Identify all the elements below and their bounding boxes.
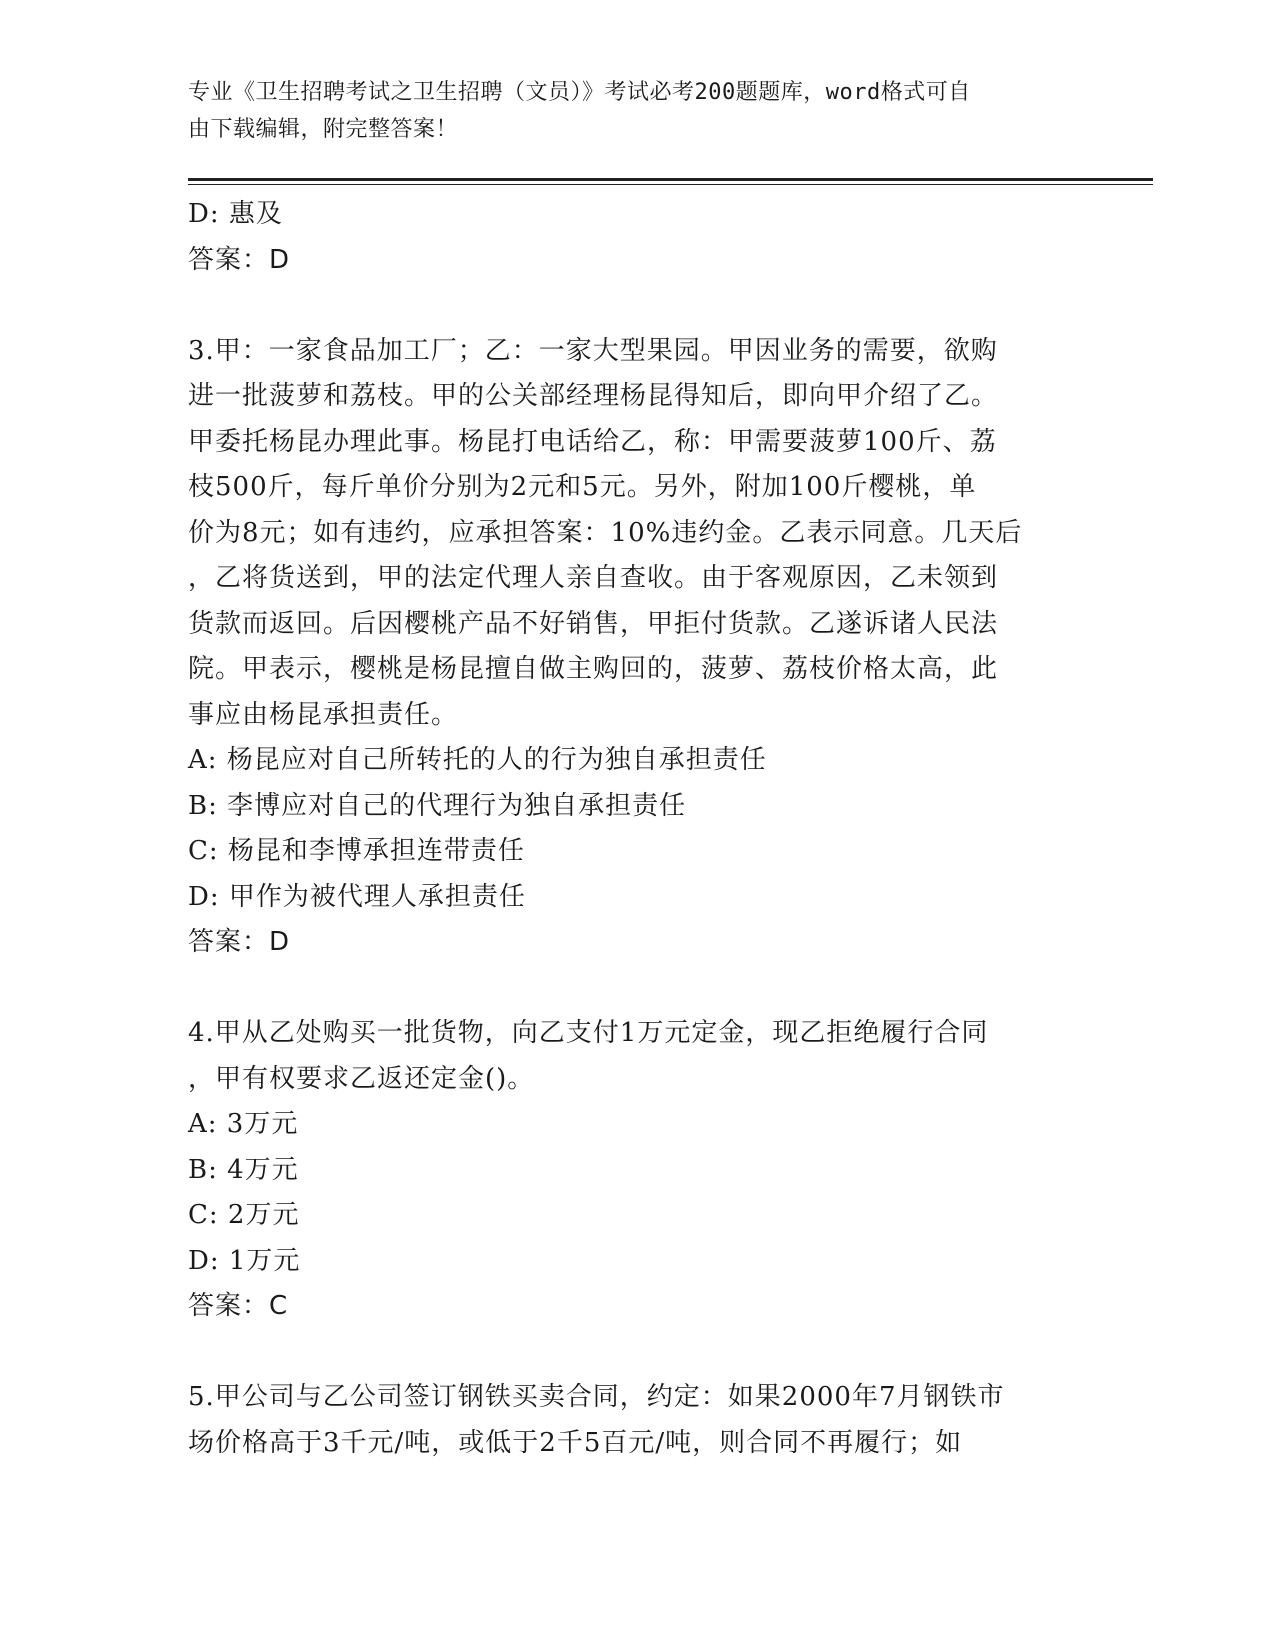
option-b: B: 4万元 [188, 1154, 299, 1185]
question-text-line: 甲委托杨昆办理此事。杨昆打电话给乙，称：甲需要菠萝100斤、荔 [188, 426, 997, 457]
question-2-tail [188, 192, 1078, 283]
question-text-line: 院。甲表示，樱桃是杨昆擅自做主购回的，菠萝、荔枝价格太高，此 [188, 654, 999, 684]
answer: 答案：D [188, 927, 291, 957]
question-text-line: 4.甲从乙处购买一批货物，向乙支付1万元定金，现乙拒绝履行合同 [188, 1018, 989, 1048]
header-divider-thin [188, 184, 1153, 185]
question-text-line: 价为8元；如有违约，应承担答案：10%违约金。乙表示同意。几天后 [188, 517, 1023, 548]
question-text-line: 货款而返回。后因樱桃产品不好销售，甲拒付货款。乙遂诉诸人民法 [188, 608, 999, 639]
option-d: D: 1万元 [188, 1245, 301, 1276]
question-text-line: 进一批菠萝和荔枝。甲的公关部经理杨昆得知后，即向甲介绍了乙。 [188, 381, 999, 411]
option-b: B: 李博应对自己的代理行为独自承担责任 [188, 790, 687, 821]
option-c: C: 杨昆和李博承担连带责任 [188, 836, 525, 866]
option-d: D: 甲作为被代理人承担责任 [188, 881, 526, 912]
question-text-line: 事应由杨昆承担责任。 [188, 699, 459, 730]
question-text-line: 5.甲公司与乙公司签订钢铁买卖合同，约定：如果2000年7月钢铁市 [188, 1382, 1005, 1412]
spacer [188, 283, 1078, 329]
question-3 [188, 329, 1078, 966]
question-5 [188, 1375, 1078, 1466]
question-text-line: 3.甲：一家食品加工厂；乙：一家大型果园。甲因业务的需要，欲购 [188, 335, 998, 366]
option-d: D: 惠及 [188, 199, 283, 229]
question-text-line: 场价格高于3千元/吨，或低于2千5百元/吨，则合同不再履行；如 [188, 1427, 963, 1458]
document-body [188, 192, 1078, 1466]
question-text-line: ，乙将货送到，甲的法定代理人亲自查收。由于客观原因，乙未领到 [188, 563, 999, 593]
spacer [188, 966, 1078, 1012]
answer: 答案：D [188, 244, 291, 275]
option-a: A: 3万元 [188, 1109, 299, 1139]
header-divider-thick [188, 178, 1153, 181]
header-line-1: 专业《卫生招聘考试之卫生招聘（文员）》考试必考200题题库，word格式可自 [188, 80, 971, 105]
option-a: A: 杨昆应对自己所转托的人的行为独自承担责任 [188, 745, 767, 775]
document-header [188, 74, 1068, 148]
question-text-line: 枝500斤，每斤单价分别为2元和5元。另外，附加100斤樱桃，单 [188, 472, 977, 502]
option-c: C: 2万元 [188, 1200, 300, 1230]
answer: 答案：C [188, 1291, 289, 1321]
question-4 [188, 1011, 1078, 1330]
header-line-2: 由下载编辑，附完整答案！ [188, 117, 459, 142]
question-text-line: ，甲有权要求乙返还定金()。 [188, 1063, 535, 1094]
spacer [188, 1330, 1078, 1376]
